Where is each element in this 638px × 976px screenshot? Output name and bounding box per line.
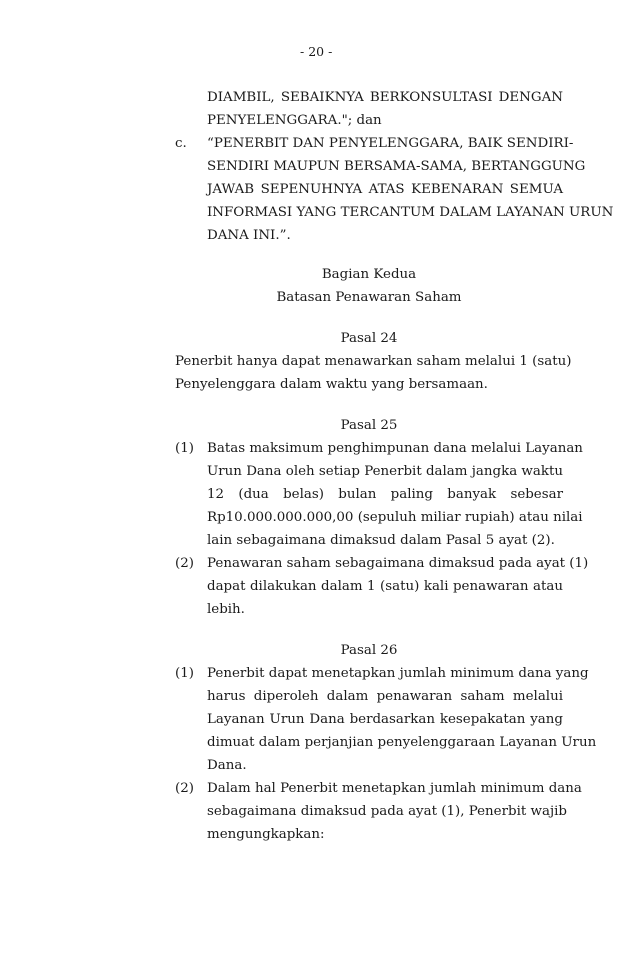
pasal-25-item-2-line: Penawaran saham sebagaimana dimaksud pada ayat (1) (207, 556, 589, 571)
pasal-26-item-1-line: Layanan Urun Dana berdasarkan kesepakatan yang (207, 712, 563, 727)
pasal-25-item-2-marker: (2) (175, 556, 194, 571)
pasal-26-item-1-line: dimuat dalam perjanjian penyelenggaraan Layanan Urun (207, 735, 597, 750)
item-b-line: PENYELENGGARA."; dan (207, 113, 382, 128)
page-number: - 20 - (300, 44, 333, 59)
pasal-25-item-1-line: Urun Dana oleh setiap Penerbit dalam jangka waktu (207, 464, 563, 479)
item-c-marker: c. (175, 136, 187, 151)
section-title: Batasan Penawaran Saham (276, 290, 462, 305)
item-c-line: JAWAB SEPENUHNYA ATAS KEBENARAN SEMUA (207, 182, 563, 197)
pasal-24-line: Penyelenggara dalam waktu yang bersamaan. (175, 377, 488, 392)
item-b-line: DIAMBIL, SEBAIKNYA BERKONSULTASI DENGAN (207, 90, 563, 105)
pasal-25-item-1-line: Rp10.000.000.000,00 (sepuluh miliar rupiah) atau nilai (207, 510, 583, 525)
pasal-24-line: Penerbit hanya dapat menawarkan saham melalui 1 (satu) (175, 354, 572, 369)
pasal-25-item-1-line: Batas maksimum penghimpunan dana melalui Layanan (207, 441, 583, 456)
pasal-26-item-1-marker: (1) (175, 666, 194, 681)
pasal-25-item-1-line: 12 (dua belas) bulan paling banyak sebesar (207, 487, 563, 502)
pasal-25-item-2-line: lebih. (207, 602, 245, 617)
pasal-25-heading: Pasal 25 (340, 418, 398, 433)
item-c-line: SENDIRI MAUPUN BERSAMA-SAMA, BERTANGGUNG (207, 159, 586, 174)
pasal-24-heading: Pasal 24 (340, 331, 398, 346)
pasal-26-item-1-line: Dana. (207, 758, 247, 773)
section-part: Bagian Kedua (321, 267, 417, 282)
pasal-26-heading: Pasal 26 (340, 643, 398, 658)
pasal-25-item-1-line: lain sebagaimana dimaksud dalam Pasal 5 ayat (2). (207, 533, 555, 548)
pasal-26-item-2-marker: (2) (175, 781, 194, 796)
item-c-line: INFORMASI YANG TERCANTUM DALAM LAYANAN URUN (207, 205, 614, 220)
pasal-26-item-2-line: mengungkapkan: (207, 827, 325, 842)
pasal-26-item-1-line: Penerbit dapat menetapkan jumlah minimum dana yang (207, 666, 589, 681)
item-c-line: “PENERBIT DAN PENYELENGGARA, BAIK SENDIRI- (207, 136, 574, 151)
pasal-25-item-2-line: dapat dilakukan dalam 1 (satu) kali penawaran atau (207, 579, 563, 594)
pasal-26-item-2-line: sebagaimana dimaksud pada ayat (1), Penerbit wajib (207, 804, 567, 819)
pasal-26-item-2-line: Dalam hal Penerbit menetapkan jumlah minimum dana (207, 781, 582, 796)
pasal-25-item-1-marker: (1) (175, 441, 194, 456)
pasal-26-item-1-line: harus diperoleh dalam penawaran saham melalui (207, 689, 563, 704)
item-c-line: DANA INI.”. (207, 228, 291, 243)
